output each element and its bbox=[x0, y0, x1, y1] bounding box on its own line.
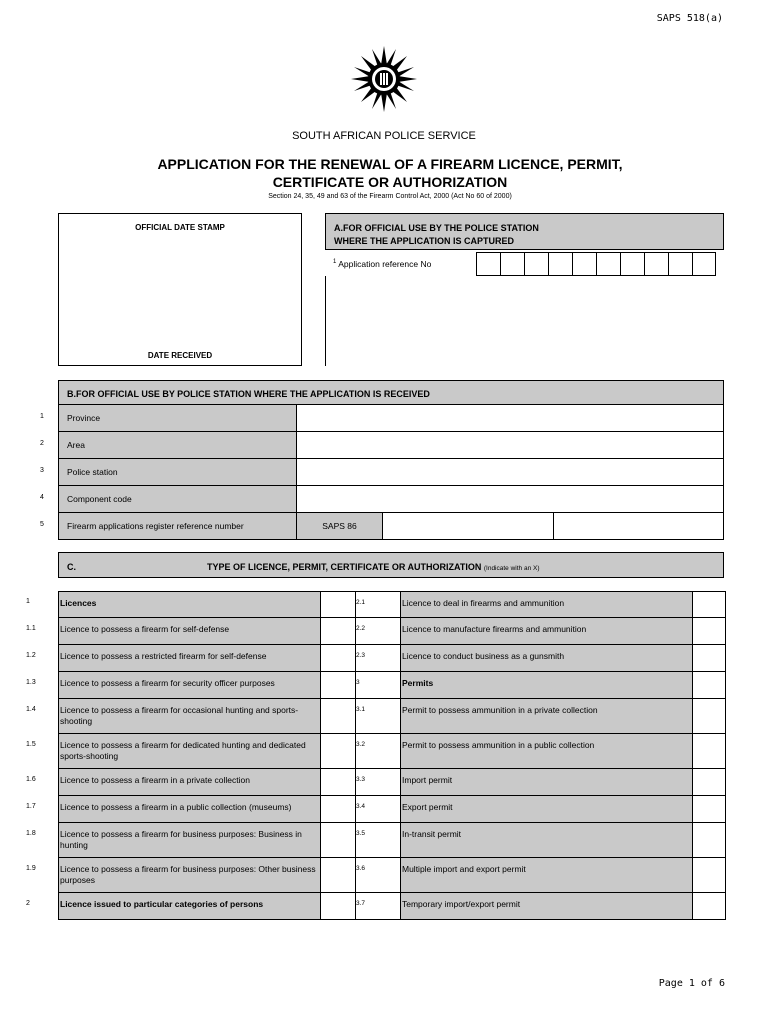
section-c-row-number: 1.2 bbox=[26, 652, 36, 659]
section-c-row bbox=[58, 734, 726, 769]
section-b-heading: B.FOR OFFICIAL USE BY POLICE STATION WHERE THE APPLICATION IS RECEIVED bbox=[58, 380, 724, 405]
permit-type-checkbox[interactable] bbox=[692, 769, 726, 795]
licence-type-label: Licences bbox=[58, 592, 320, 617]
section-c-heading bbox=[58, 552, 724, 578]
section-c-row-number-right: 2.2 bbox=[356, 625, 366, 632]
reference-digit-box[interactable] bbox=[644, 253, 668, 275]
field-divider bbox=[553, 513, 554, 539]
form-number: SAPS 518(a) bbox=[656, 13, 723, 24]
page-number: Page 1 of 6 bbox=[658, 978, 725, 989]
licence-type-label: Licence to possess a restricted firearm for self-defense bbox=[58, 645, 320, 671]
application-reference-boxes bbox=[476, 252, 716, 276]
section-b-row-number: 1 bbox=[40, 413, 44, 420]
section-c-title bbox=[207, 562, 540, 572]
permit-type-label: Multiple import and export permit bbox=[400, 858, 692, 892]
section-c-row-number: 1.4 bbox=[26, 706, 36, 713]
section-c-row-number: 1.7 bbox=[26, 803, 36, 810]
reference-digit-box[interactable] bbox=[500, 253, 524, 275]
application-reference-text: Application reference No bbox=[338, 259, 432, 269]
licence-type-label: Licence to possess a firearm for security officer purposes bbox=[58, 672, 320, 698]
permit-type-label: In-transit permit bbox=[400, 823, 692, 857]
section-c-row-number-right: 3.7 bbox=[356, 900, 366, 907]
permit-type-checkbox[interactable] bbox=[692, 672, 726, 698]
section-a-divider bbox=[325, 276, 326, 366]
permit-type-checkbox[interactable] bbox=[692, 893, 726, 919]
permit-type-checkbox[interactable] bbox=[692, 823, 726, 857]
form-title bbox=[0, 155, 768, 191]
section-c-row-number-right: 2.1 bbox=[356, 599, 366, 606]
reference-digit-box[interactable] bbox=[548, 253, 572, 275]
section-b-row bbox=[58, 486, 724, 513]
licence-type-label: Licence to possess a firearm for business purposes: Other business purposes bbox=[58, 858, 320, 892]
licence-type-label: Licence to possess a firearm for occasional hunting and sports-shooting bbox=[58, 699, 320, 733]
section-c-row bbox=[58, 618, 726, 645]
section-b-row-label: Police station bbox=[59, 459, 297, 485]
permit-type-checkbox[interactable] bbox=[692, 592, 726, 617]
section-a-heading-line-1: A.FOR OFFICIAL USE BY THE POLICE STATION bbox=[334, 223, 539, 233]
licence-type-checkbox[interactable] bbox=[320, 645, 356, 671]
permit-type-label: Temporary import/export permit bbox=[400, 893, 692, 919]
legal-reference: Section 24, 35, 49 and 63 of the Firearm Control Act, 2000 (Act No 60 of 2000) bbox=[268, 193, 512, 200]
section-c-row-number: 1.3 bbox=[26, 679, 36, 686]
permit-type-label: Permit to possess ammunition in a public collection bbox=[400, 734, 692, 768]
section-c-row-number: 1.8 bbox=[26, 830, 36, 837]
section-c-row bbox=[58, 796, 726, 823]
permit-type-label: Licence to conduct business as a gunsmith bbox=[400, 645, 692, 671]
section-b-row-number: 5 bbox=[40, 521, 44, 528]
licence-type-checkbox[interactable] bbox=[320, 893, 356, 919]
licence-type-checkbox[interactable] bbox=[320, 796, 356, 822]
section-c-row-number-right: 3.3 bbox=[356, 776, 366, 783]
section-b-row-label: Province bbox=[59, 405, 297, 431]
section-b-row bbox=[58, 459, 724, 486]
licence-type-label: Licence to possess a firearm for business purposes: Business in hunting bbox=[58, 823, 320, 857]
permit-type-checkbox[interactable] bbox=[692, 796, 726, 822]
section-c-row-number-right: 3.6 bbox=[356, 865, 366, 872]
section-a-heading-line-2: WHERE THE APPLICATION IS CAPTURED bbox=[334, 236, 515, 246]
section-c-row bbox=[58, 699, 726, 734]
saps-badge-logo bbox=[347, 46, 421, 112]
licence-type-checkbox[interactable] bbox=[320, 699, 356, 733]
permit-type-label: Import permit bbox=[400, 769, 692, 795]
saps86-label: SAPS 86 bbox=[297, 513, 383, 539]
section-c-row bbox=[58, 645, 726, 672]
date-received-label: DATE RECEIVED bbox=[147, 351, 213, 360]
permit-type-label: Permits bbox=[400, 672, 692, 698]
section-c-row-number-right: 3.2 bbox=[356, 741, 366, 748]
reference-digit-box[interactable] bbox=[668, 253, 692, 275]
section-c-row-number: 1.6 bbox=[26, 776, 36, 783]
section-b-row-label: Component code bbox=[59, 486, 297, 512]
section-c-note: (Indicate with an X) bbox=[483, 565, 540, 572]
section-b-row-number: 2 bbox=[40, 440, 44, 447]
section-b-row-number: 3 bbox=[40, 467, 44, 474]
reference-digit-box[interactable] bbox=[476, 253, 500, 275]
permit-type-label: Licence to manufacture firearms and ammunition bbox=[400, 618, 692, 644]
licence-type-label: Licence to possess a firearm for self-defense bbox=[58, 618, 320, 644]
reference-digit-box[interactable] bbox=[620, 253, 644, 275]
licence-type-label: Licence issued to particular categories of persons bbox=[58, 893, 320, 919]
permit-type-checkbox[interactable] bbox=[692, 699, 726, 733]
title-line-1: APPLICATION FOR THE RENEWAL OF A FIREARM LICENCE, PERMIT, bbox=[157, 156, 623, 172]
section-c-row-number: 2 bbox=[26, 900, 30, 907]
section-c-row-number-right: 3 bbox=[356, 679, 360, 686]
section-b-row-label: Firearm applications register reference number bbox=[59, 513, 297, 539]
section-c-row bbox=[58, 858, 726, 893]
licence-type-checkbox[interactable] bbox=[320, 592, 356, 617]
licence-type-label: Licence to possess a firearm in a private collection bbox=[58, 769, 320, 795]
permit-type-checkbox[interactable] bbox=[692, 618, 726, 644]
section-c-row-number-right: 3.4 bbox=[356, 803, 366, 810]
section-c-row-number: 1.1 bbox=[26, 625, 36, 632]
licence-type-label: Licence to possess a firearm for dedicated hunting and dedicated sports-shooting bbox=[58, 734, 320, 768]
licence-type-label: Licence to possess a firearm in a public collection (museums) bbox=[58, 796, 320, 822]
reference-digit-box[interactable] bbox=[572, 253, 596, 275]
section-b-row-label: Area bbox=[59, 432, 297, 458]
permit-type-checkbox[interactable] bbox=[692, 858, 726, 892]
title-line-2: CERTIFICATE OR AUTHORIZATION bbox=[272, 174, 508, 190]
section-c-row-number-right: 2.3 bbox=[356, 652, 366, 659]
application-reference-label bbox=[333, 259, 431, 269]
section-c-row bbox=[58, 823, 726, 858]
licence-type-checkbox[interactable] bbox=[320, 618, 356, 644]
section-b-row bbox=[58, 513, 724, 540]
application-reference-row bbox=[325, 252, 725, 276]
section-c-row bbox=[58, 769, 726, 796]
section-c-letter: C. bbox=[67, 562, 76, 572]
section-c-row bbox=[58, 591, 726, 618]
section-c-row-number-right: 3.1 bbox=[356, 706, 366, 713]
permit-type-label: Permit to possess ammunition in a private collection bbox=[400, 699, 692, 733]
section-c-title-text: TYPE OF LICENCE, PERMIT, CERTIFICATE OR AUTHORIZATION bbox=[207, 562, 482, 572]
permit-type-label: Export permit bbox=[400, 796, 692, 822]
section-b-row bbox=[58, 405, 724, 432]
section-c-row-number-right: 3.5 bbox=[356, 830, 366, 837]
official-date-stamp-box bbox=[58, 213, 302, 366]
reference-digit-box[interactable] bbox=[596, 253, 620, 275]
section-c-row-number: 1 bbox=[26, 598, 30, 605]
permit-type-checkbox[interactable] bbox=[692, 734, 726, 768]
permit-type-label: Licence to deal in firearms and ammunition bbox=[400, 592, 692, 617]
licence-type-checkbox[interactable] bbox=[320, 769, 356, 795]
licence-type-checkbox[interactable] bbox=[320, 672, 356, 698]
section-c-row-number: 1.9 bbox=[26, 865, 36, 872]
section-c-row-number: 1.5 bbox=[26, 741, 36, 748]
reference-digit-box[interactable] bbox=[692, 253, 716, 275]
section-c-row bbox=[58, 672, 726, 699]
stamp-label: OFFICIAL DATE STAMP bbox=[135, 223, 225, 232]
licence-type-checkbox[interactable] bbox=[320, 823, 356, 857]
organization-name: SOUTH AFRICAN POLICE SERVICE bbox=[292, 130, 476, 142]
section-a-heading bbox=[325, 213, 724, 250]
reference-digit-box[interactable] bbox=[524, 253, 548, 275]
section-b-row-number: 4 bbox=[40, 494, 44, 501]
licence-type-checkbox[interactable] bbox=[320, 734, 356, 768]
section-b-row bbox=[58, 432, 724, 459]
footnote-marker: 1 bbox=[333, 259, 337, 266]
section-c-row bbox=[58, 893, 726, 920]
licence-type-checkbox[interactable] bbox=[320, 858, 356, 892]
permit-type-checkbox[interactable] bbox=[692, 645, 726, 671]
